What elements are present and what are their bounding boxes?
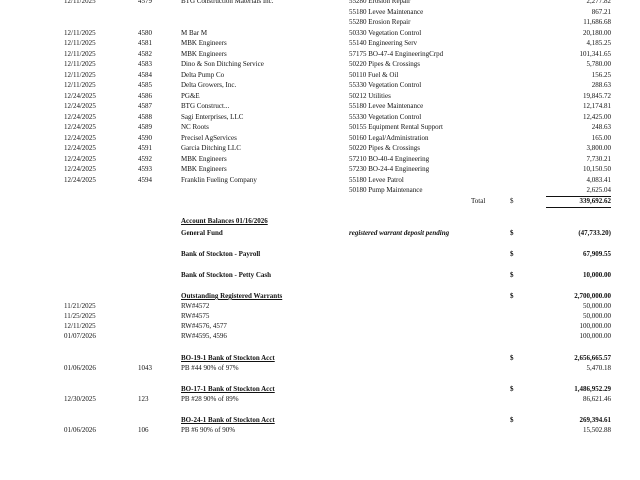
bo19-payment-row: [0, 363, 640, 373]
account-balances-heading: Account Balances 01/16/2026: [181, 217, 268, 225]
register-number: 4587: [138, 102, 152, 110]
register-row: [0, 28, 640, 38]
register-total-row: [0, 196, 640, 206]
register-amount: 156.25: [591, 70, 611, 79]
register-row: [0, 101, 640, 111]
outstanding-warrant-row: [0, 321, 640, 331]
register-number: 4589: [138, 123, 152, 131]
register-account: 55330 Vegetation Control: [349, 112, 422, 121]
register-number: 4588: [138, 112, 152, 121]
general-fund-label: General Fund: [181, 229, 223, 237]
register-number: 4586: [138, 91, 152, 100]
register-row: [0, 112, 640, 122]
register-amount: 10,150.50: [583, 165, 611, 173]
outstanding-warrant-row: [0, 301, 640, 311]
register-account: 55330 Vegetation Control: [349, 81, 422, 89]
general-fund-row: [0, 228, 640, 238]
register-date: 12/11/2025: [64, 0, 96, 5]
payroll-label: Bank of Stockton - Payroll: [181, 250, 261, 258]
register-amount: 4,185.25: [586, 39, 611, 47]
bo17-heading-row: [0, 384, 640, 394]
bo19-payment-amount: 5,470.18: [586, 364, 611, 372]
warrant-amount: 100,000.00: [579, 322, 611, 330]
register-account: 57175 BO-47-4 EngineeringCrpd: [349, 49, 444, 58]
register-vendor: MBK Engineers: [181, 49, 227, 58]
outstanding-heading: Outstanding Registered Warrants: [181, 292, 283, 300]
register-vendor: BTG Construction Materials Inc.: [181, 0, 274, 5]
register-row: [0, 154, 640, 164]
bo19-balance: 2,656,665.57: [574, 354, 611, 362]
outstanding-warrant-row: [0, 331, 640, 341]
register-row: [0, 0, 640, 6]
register-number: 4591: [138, 144, 152, 152]
register-vendor: Delta Growers, Inc.: [181, 81, 237, 89]
account-balances-heading-row: [0, 216, 640, 226]
warrant-date: 11/25/2025: [64, 312, 96, 320]
warrant-date: 12/11/2025: [64, 322, 96, 330]
bo17-payment-amount: 86,621.46: [583, 395, 611, 403]
register-account: 50160 Legal/Administration: [349, 133, 429, 142]
register-date: 12/24/2025: [64, 112, 96, 121]
general-fund-note: registered warrant deposit pending: [349, 229, 450, 237]
register-number: 4581: [138, 39, 152, 47]
register-account: 50110 Fuel & Oil: [349, 70, 399, 79]
register-vendor: BTG Construct...: [181, 102, 230, 110]
bo19-heading: BO-19-1 Bank of Stockton Acct: [181, 354, 275, 362]
total-double-rule: [546, 207, 611, 208]
outstanding-heading-row: [0, 291, 640, 301]
petty-cash-row: [0, 270, 640, 280]
bo17-heading: BO-17-1 Bank of Stockton Acct: [181, 385, 275, 393]
register-vendor: Franklin Fueling Company: [181, 175, 257, 184]
register-row: [0, 175, 640, 185]
bo17-payment-row: [0, 394, 640, 404]
bo24-balance: 269,394.61: [579, 416, 611, 424]
register-amount: 288.63: [591, 81, 611, 89]
register-number: 4594: [138, 175, 152, 184]
total-amount: 339,692.62: [579, 197, 611, 205]
register-row: [0, 17, 640, 27]
register-row: [0, 7, 640, 17]
bo19-heading-row: [0, 353, 640, 363]
register-account: 50212 Utilities: [349, 91, 391, 100]
register-vendor: Precisel AgServices: [181, 133, 237, 142]
register-number: 4583: [138, 60, 152, 68]
bo24-dollar: $: [510, 416, 514, 424]
warrant-label: RW#4575: [181, 312, 210, 320]
register-date: 12/24/2025: [64, 175, 96, 184]
register-number: 4592: [138, 154, 152, 163]
register-amount: 867.21: [591, 7, 611, 16]
register-amount: 4,083.41: [586, 175, 611, 184]
register-account: 57230 BO-24-4 Engineering: [349, 165, 430, 173]
petty-cash-amount: 10,000.00: [583, 271, 611, 279]
register-number: 4580: [138, 28, 152, 37]
warrant-label: RW#4595, 4596: [181, 332, 227, 340]
bo19-payment-date: 01/06/2026: [64, 364, 96, 372]
register-row: [0, 80, 640, 90]
bo17-payment-date: 12/30/2025: [64, 395, 96, 403]
register-amount: 11,686.68: [583, 18, 611, 26]
register-vendor: Delta Pump Co: [181, 70, 225, 79]
register-row: [0, 122, 640, 132]
register-amount: 2,277.82: [586, 0, 611, 5]
register-number: 4582: [138, 49, 152, 58]
register-amount: 5,780.00: [586, 60, 611, 68]
register-amount: 2,625.04: [586, 186, 611, 194]
bo19-dollar: $: [510, 354, 514, 362]
register-date: 12/24/2025: [64, 165, 96, 173]
bo17-dollar: $: [510, 385, 514, 393]
petty-cash-label: Bank of Stockton - Petty Cash: [181, 271, 272, 279]
register-account: 50330 Vegetation Control: [349, 28, 422, 37]
register-amount: 165.00: [591, 133, 611, 142]
register-number: 4584: [138, 70, 152, 79]
register-vendor: Garcia Ditching LLC: [181, 144, 241, 152]
bo24-payment-date: 01/06/2026: [64, 426, 96, 434]
register-amount: 12,425.00: [583, 112, 611, 121]
register-number: 4590: [138, 133, 152, 142]
register-date: 12/24/2025: [64, 102, 96, 110]
register-date: 12/11/2025: [64, 81, 96, 89]
register-vendor: PG&E: [181, 91, 200, 100]
register-account: 50155 Equipment Rental Support: [349, 123, 443, 131]
register-date: 12/11/2025: [64, 60, 96, 68]
bo17-balance: 1,486,952.29: [574, 385, 611, 393]
payroll-dollar: $: [510, 250, 514, 258]
register-date: 12/11/2025: [64, 49, 96, 58]
bo24-payment-amount: 15,502.88: [583, 426, 611, 434]
register-vendor: Sagi Enterprises, LLC: [181, 112, 244, 121]
register-amount: 20,180.00: [583, 28, 611, 37]
warrant-label: RW#4572: [181, 302, 210, 310]
register-date: 12/11/2025: [64, 28, 96, 37]
register-number: 4593: [138, 165, 152, 173]
register-vendor: NC Roots: [181, 123, 209, 131]
register-account: 57210 BO-40-4 Engineering: [349, 154, 430, 163]
general-fund-amount: (47,733.20): [578, 229, 611, 237]
register-date: 12/24/2025: [64, 91, 96, 100]
register-account: 50220 Pipes & Crossings: [349, 60, 420, 68]
register-date: 12/24/2025: [64, 144, 96, 152]
bo19-payment-label: PB #44 90% of 97%: [181, 364, 239, 372]
register-row: [0, 133, 640, 143]
register-date: 12/11/2025: [64, 39, 96, 47]
register-row: [0, 164, 640, 174]
outstanding-amount: 2,700,000.00: [574, 292, 611, 300]
bo24-payment-label: PB #6 90% of 90%: [181, 426, 236, 434]
register-vendor: M Bar M: [181, 28, 208, 37]
register-amount: 101,341.65: [579, 49, 611, 58]
outstanding-dollar: $: [510, 292, 514, 300]
register-number: 4585: [138, 81, 152, 89]
register-date: 12/11/2025: [64, 70, 96, 79]
bo24-payment-row: [0, 425, 640, 435]
register-vendor: Dino & Son Ditching Service: [181, 60, 264, 68]
register-row: [0, 91, 640, 101]
total-label: Total: [471, 197, 486, 205]
register-account: 55280 Erosion Repair: [349, 0, 411, 5]
payroll-amount: 67,909.55: [583, 250, 611, 258]
register-amount: 12,174.81: [583, 102, 611, 110]
register-date: 12/24/2025: [64, 133, 96, 142]
bo17-payment-label: PB #28 90% of 89%: [181, 395, 239, 403]
general-fund-dollar: $: [510, 229, 514, 237]
payroll-row: [0, 249, 640, 259]
register-vendor: MBK Engineers: [181, 154, 227, 163]
register-amount: 3,800.00: [586, 144, 611, 152]
register-date: 12/24/2025: [64, 123, 96, 131]
register-vendor: MBK Engineers: [181, 39, 227, 47]
warrant-amount: 100,000.00: [579, 332, 611, 340]
bo19-payment-number: 1043: [138, 364, 152, 372]
register-date: 12/24/2025: [64, 154, 96, 163]
register-vendor: MBK Engineers: [181, 165, 227, 173]
bo24-payment-number: 106: [138, 426, 149, 434]
bo17-payment-number: 123: [138, 395, 149, 403]
register-row: [0, 143, 640, 153]
petty-cash-dollar: $: [510, 271, 514, 279]
warrant-amount: 50,000.00: [583, 312, 611, 320]
warrant-amount: 50,000.00: [583, 302, 611, 310]
register-account: 50180 Pump Maintenance: [349, 186, 423, 194]
warrant-date: 11/21/2025: [64, 302, 96, 310]
register-account: 55140 Engineering Serv: [349, 39, 418, 47]
register-amount: 7,730.21: [586, 154, 611, 163]
register-account: 50220 Pipes & Crossings: [349, 144, 420, 152]
total-dollar: $: [510, 197, 514, 205]
register-amount: 248.63: [591, 123, 611, 131]
register-row: [0, 59, 640, 69]
register-row: [0, 70, 640, 80]
register-number: 4579: [138, 0, 152, 5]
outstanding-warrant-row: [0, 311, 640, 321]
register-row: [0, 49, 640, 59]
warrant-date: 01/07/2026: [64, 332, 96, 340]
register-row: [0, 185, 640, 195]
bo24-heading-row: [0, 415, 640, 425]
register-amount: 19,845.72: [583, 91, 611, 100]
register-account: 55280 Erosion Repair: [349, 18, 411, 26]
bo24-heading: BO-24-1 Bank of Stockton Acct: [181, 416, 275, 424]
register-account: 55180 Levee Maintenance: [349, 102, 424, 110]
warrant-label: RW#4576, 4577: [181, 322, 227, 330]
register-row: [0, 38, 640, 48]
register-account: 55180 Levee Maintenance: [349, 7, 424, 16]
register-account: 55180 Levee Patrol: [349, 175, 404, 184]
